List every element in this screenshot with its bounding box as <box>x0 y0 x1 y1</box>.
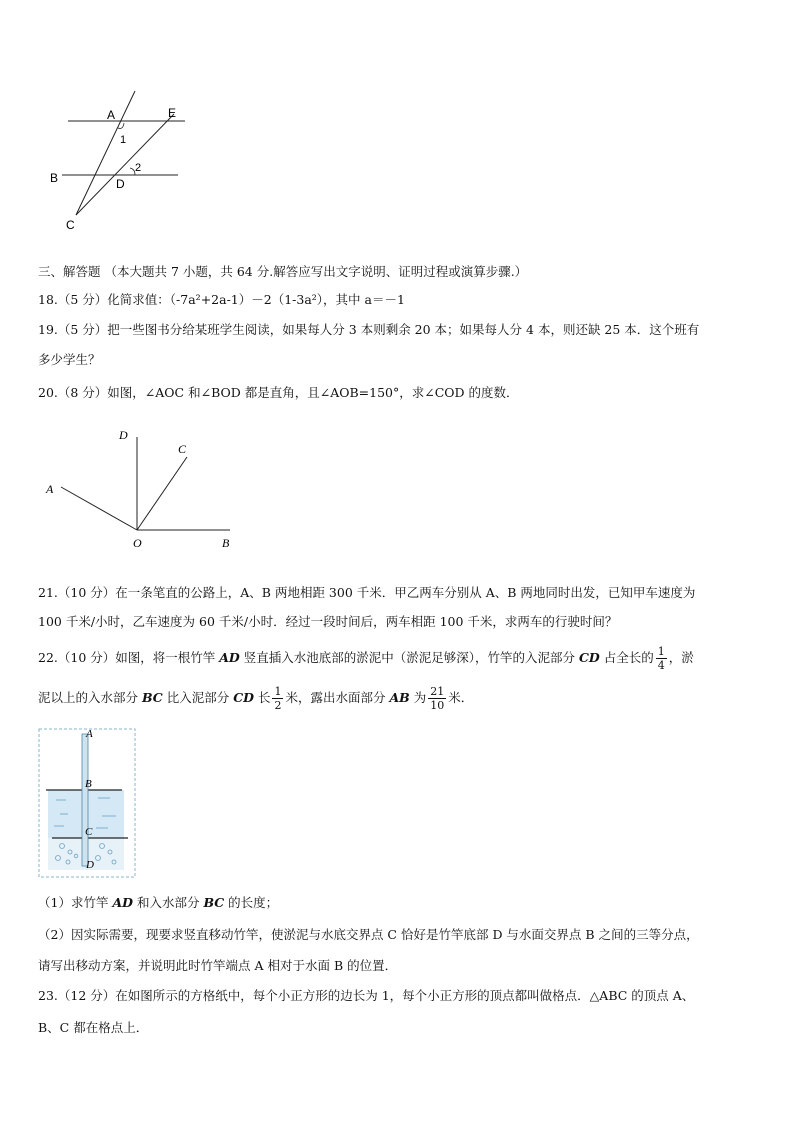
label-O: O <box>133 536 142 550</box>
figure-angles <box>40 420 250 560</box>
transversal-EC <box>76 114 174 215</box>
label-E: E <box>168 106 177 120</box>
label-B: B <box>50 171 59 185</box>
label-A: A <box>86 728 93 740</box>
question-22-sub-1: （1）求竹竿 AD 和入水部分 BC 的长度； <box>38 895 279 910</box>
question-22-sub-2-line-2: 请写出移动方案，并说明此时竹竿端点 A 相对于水面 B 的位置． <box>38 958 398 973</box>
transversal-AC <box>76 91 135 215</box>
question-20: 20.（8 分）如图，∠AOC 和∠BOD 都是直角，且∠AOB=150°，求∠COD 的度数． <box>38 385 519 400</box>
figure-parallel-lines <box>40 90 200 240</box>
fraction-twentyone-tenths: $\frac{21}{10}$ <box>430 685 445 712</box>
question-22-line-1: 22.（10 分）如图，将一根竹竿 AD 竖直插入水池底部的淤泥中（淤泥足够深），竹竿的入泥部分 CD 占全长的 $\frac{1}{4}$ ，淤 <box>38 645 694 672</box>
question-23-line-2: B、C 都在格点上． <box>38 1020 149 1035</box>
question-21-line-2: 100 千米/小时，乙车速度为 60 千米/小时．经过一段时间后，两车相距 100 千米，求两车的行驶时间？ <box>38 614 618 629</box>
question-21-line-1: 21.（10 分）在一条笔直的公路上，A、B 两地相距 300 千米．甲乙两车分别从 A、B 两地同时出发，已知甲车速度为 <box>38 585 696 600</box>
bamboo-pole <box>82 734 88 866</box>
ray-OC <box>137 457 187 530</box>
label-D: D <box>116 177 125 191</box>
fraction-one-half: $\frac{1}{2}$ <box>274 685 282 712</box>
label-B: B <box>85 778 92 790</box>
question-19-line-2: 多少学生？ <box>38 352 101 367</box>
label-D: D <box>119 428 128 442</box>
label-A: A <box>46 482 54 496</box>
section-3-header: 三、解答题 （本大题共 7 小题，共 64 分.解答应写出文字说明、证明过程或演算步骤.） <box>38 264 528 279</box>
label-C: C <box>66 218 75 232</box>
label-A: A <box>107 108 116 122</box>
label-B: B <box>222 536 230 550</box>
figure-bamboo-pole <box>38 728 138 880</box>
label-2: 2 <box>135 162 142 174</box>
question-18: 18.（5 分）化简求值：（-7a²+2a-1）－2（1-3a²），其中 a＝－1 <box>38 292 405 307</box>
label-D: D <box>86 859 94 871</box>
question-23-line-1: 23.（12 分）在如图所示的方格纸中，每个小正方形的边长为 1，每个小正方形的顶点都叫做格点．△ABC 的顶点 A、 <box>38 988 695 1003</box>
label-1: 1 <box>120 134 127 146</box>
question-22-line-2: 泥以上的入水部分 BC 比入泥部分 CD 长 $\frac{1}{2}$ 米，露出水面部分 AB 为 $\frac{21}{10}$ 米． <box>38 685 474 712</box>
question-19-line-1: 19.（5 分）把一些图书分给某班学生阅读，如果每人分 3 本则剩余 20 本；如果每人分 4 本，则还缺 25 本．这个班有 <box>38 322 700 337</box>
label-C: C <box>178 442 187 456</box>
fraction-one-quarter: $\frac{1}{4}$ <box>657 645 665 672</box>
question-22-sub-2-line-1: （2）因实际需要，现要求竖直移动竹竿，使淤泥与水底交界点 C 恰好是竹竿底部 D 与水面交界点 B 之间的三等分点， <box>38 927 699 942</box>
ray-OA <box>61 487 137 530</box>
label-C: C <box>85 826 93 838</box>
